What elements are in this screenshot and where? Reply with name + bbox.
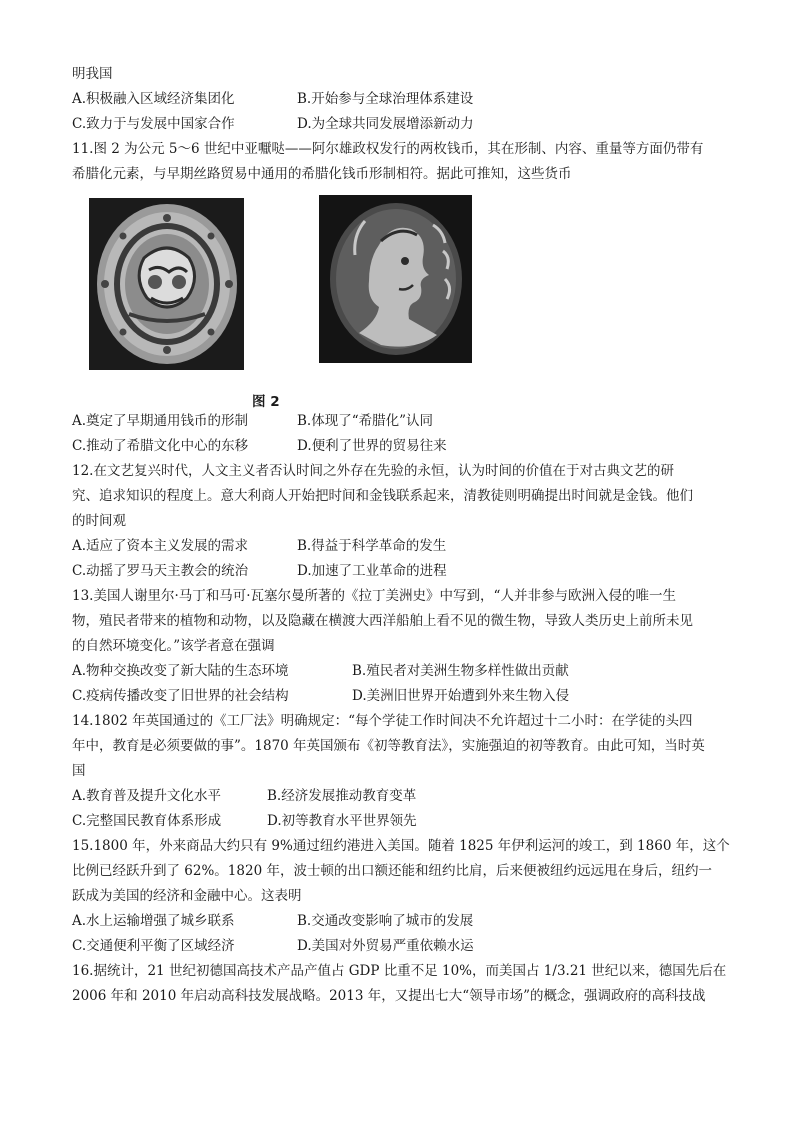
q12-option-a: A.适应了资本主义发展的需求 (72, 538, 249, 554)
q10-option-b: B.开始参与全球治理体系建设 (297, 91, 474, 107)
q12-option-b: B.得益于科学革命的发生 (297, 538, 447, 554)
q11-options-row1 (72, 409, 722, 434)
q12-option-c: C.动摇了罗马天主教会的统治 (72, 563, 249, 579)
q13-stem-line2: 物，殖民者带来的植物和动物，以及隐藏在横渡大西洋船舶上看不见的微生物，导致人类历史上前所未见 (72, 613, 693, 629)
q14-options-row1 (72, 784, 722, 809)
q14-option-c: C.完整国民教育体系形成 (72, 813, 222, 829)
q13-options-row2 (72, 684, 722, 709)
q11-stem-line1: 11.图 2 为公元 5～6 世纪中亚嚈哒——阿尔雄政权发行的两枚钱币，其在形制、内容、重量等方面仍带有 (72, 141, 704, 157)
q11-option-b: B.体现了“希腊化”认同 (297, 413, 434, 429)
q14-option-d: D.初等教育水平世界领先 (267, 813, 417, 829)
q15-options-row1 (72, 909, 722, 934)
q11-options-row2 (72, 434, 722, 459)
q10-options-row2 (72, 112, 722, 137)
q11-stem-line2: 希腊化元素，与早期丝路贸易中通用的希腊化钱币形制相符。据此可推知，这些货币 (72, 166, 572, 182)
q14-options-row2 (72, 809, 722, 834)
q15-stem-line2: 比例已经跃升到了 62%。1820 年，波士顿的出口额还能和纽约比肩，后来便被纽约远远甩在身后，纽约一 (72, 863, 712, 879)
q14-option-a: A.教育普及提升文化水平 (72, 788, 222, 804)
coin-left-icon (89, 198, 244, 370)
q12-options-row1 (72, 534, 722, 559)
q12-stem-line3: 的时间观 (72, 513, 126, 529)
q15-option-c: C.交通便利平衡了区域经济 (72, 938, 235, 954)
q10-option-d: D.为全球共同发展增添新动力 (297, 116, 474, 132)
q16-stem-line1: 16.据统计，21 世纪初德国高技术产品产值占 GDP 比重不足 10%，而美国占 1/3.21 世纪以来，德国先后在 (72, 963, 727, 979)
q13-option-a: A.物种交换改变了新大陆的生态环境 (72, 663, 289, 679)
q10-stem-tail: 明我国 (72, 66, 113, 82)
q12-stem-line2: 究、追求知识的程度上。意大利商人开始把时间和金钱联系起来，清教徒则明确提出时间就是金钱。他们 (72, 488, 693, 504)
q15-stem-line3: 跃成为美国的经济和金融中心。这表明 (72, 888, 302, 904)
exam-page (72, 62, 730, 1009)
q12-option-d: D.加速了工业革命的进程 (297, 563, 447, 579)
q14-stem-line1: 14.1802 年英国通过的《工厂法》明确规定：“每个学徒工作时间决不允许超过十二小时：在学徒的头四 (72, 713, 693, 729)
q13-option-d: D.美洲旧世界开始遭到外来生物入侵 (352, 688, 570, 704)
q14-option-b: B.经济发展推动教育变革 (267, 788, 417, 804)
q14-stem-line2: 年中，教育是必须要做的事”。1870 年英国颁布《初等教育法》，实施强迫的初等教育。由此可知，当时英 (72, 738, 705, 754)
q13-option-c: C.疫病传播改变了旧世界的社会结构 (72, 688, 289, 704)
coin-right-icon (319, 195, 472, 363)
q11-option-d: D.便利了世界的贸易往来 (297, 438, 447, 454)
q16-stem-line2: 2006 年和 2010 年启动高科技发展战略。2013 年，又提出七大“领导市场”的概念，强调政府的高科技战 (72, 988, 706, 1004)
q10-options-row1 (72, 87, 722, 112)
q12-options-row2 (72, 559, 722, 584)
figure-caption: 图 2 (252, 394, 280, 410)
q15-option-b: B.交通改变影响了城市的发展 (297, 913, 474, 929)
q10-option-c: C.致力于与发展中国家合作 (72, 116, 235, 132)
q11-option-a: A.奠定了早期通用钱币的形制 (72, 413, 249, 429)
q15-option-d: D.美国对外贸易严重依赖水运 (297, 938, 474, 954)
q15-stem-line1: 15.1800 年，外来商品大约只有 9%通过纽约港进入美国。随着 1825 年伊利运河的竣工，到 1860 年，这个 (72, 838, 730, 854)
q11-option-c: C.推动了希腊文化中心的东移 (72, 438, 249, 454)
q14-stem-line3: 国 (72, 763, 86, 779)
q11-figure (72, 187, 722, 409)
q12-stem-line1: 12.在文艺复兴时代，人文主义者否认时间之外存在先验的永恒，认为时间的价值在于对古典文艺的研 (72, 463, 674, 479)
q13-option-b: B.殖民者对美洲生物多样性做出贡献 (352, 663, 569, 679)
q13-stem-line1: 13.美国人谢里尔·马丁和马可·瓦塞尔曼所著的《拉丁美洲史》中写到，“人并非参与欧洲入侵的唯一生 (72, 588, 676, 604)
coin-image-left (89, 198, 244, 370)
q15-options-row2 (72, 934, 722, 959)
q13-options-row1 (72, 659, 722, 684)
q10-option-a: A.积极融入区域经济集团化 (72, 91, 235, 107)
coin-image-right (319, 195, 472, 363)
q13-stem-line3: 的自然环境变化。”该学者意在强调 (72, 638, 275, 654)
q15-option-a: A.水上运输增强了城乡联系 (72, 913, 235, 929)
